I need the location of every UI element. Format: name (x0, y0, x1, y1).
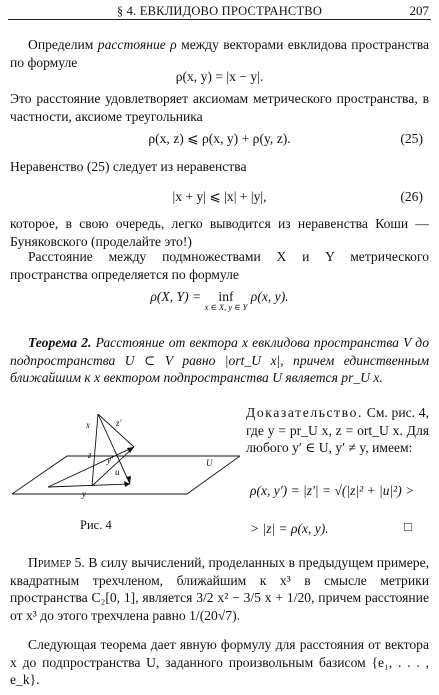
running-header (8, 3, 431, 20)
proof-text: См. рис. 4, где y = pr_U x, z = ort_U x. Для любого y′ ∈ U, y′ ≠ y, имеем: (246, 405, 429, 456)
proof-formula-line2: > |z| = ρ(x, y). (250, 521, 329, 536)
formula-lhs: ρ(X, Y) = (150, 289, 205, 304)
page-number: 207 (409, 3, 429, 18)
text: Определим (28, 37, 98, 52)
example-label: Пример 5. (28, 555, 85, 570)
label-x: x (86, 420, 90, 430)
inf-text: inf (218, 289, 234, 304)
label-z: z (88, 450, 92, 460)
label-z-prime: z′ (116, 418, 122, 428)
formula-distance: ρ(x, y) = |x − y|. (175, 69, 264, 84)
figure-4-diagram (12, 414, 240, 534)
equation-number-26: (26) (400, 189, 423, 204)
qed-symbol: □ (404, 519, 413, 534)
paragraph-inequality-ref: Неравенство (25) следует из неравенства (10, 159, 247, 174)
example-5 (10, 554, 429, 625)
closing-paragraph: Следующая теорема дает явную формулу для расстояния от вектора x до подпространства U, заданного произвольным базисом {e₁, . . . , e_k}. (10, 637, 429, 688)
label-y: y (82, 489, 86, 499)
paragraph-subset-distance: Расстояние между подмножествами X и Y метрического пространства определяется по формуле (10, 249, 429, 282)
inf-operator (205, 288, 248, 313)
paragraph-axioms: Это расстояние удовлетворяет аксиомам метрического пространства, в частности, аксиоме треугольника (10, 91, 429, 124)
formula-norm-inequality: |x + y| ⩽ |x| + |y|, (172, 189, 267, 204)
label-U: U (206, 458, 213, 468)
formula-rhs: ρ(x, y). (247, 289, 289, 304)
label-y-prime: y′ (107, 455, 113, 465)
vector-u-line (92, 447, 134, 486)
theorem-label: Теорема 2. (28, 335, 92, 350)
figure-caption: Рис. 4 (80, 518, 112, 532)
term-distance: расстояние ρ (97, 37, 177, 52)
formula-subset-distance (10, 288, 429, 313)
example-text: В силу вычислений, проделанных в предыдущем примере, квадратным трехчленом, ближайшим к x³ в смысле метрики пространства C₂[0, 1], является 3/2 x² − 3/5 x + 1/20, причем расстояние от x³ до этого трехчлена равно 1/(20√7). (10, 555, 430, 624)
proof-formula-line1: ρ(x, y′) = |z′| = √(|z|² + |u|²) > (250, 483, 415, 498)
vector-x-line (98, 414, 130, 484)
paragraph-distance-definition (10, 36, 429, 71)
formula-triangle-inequality: ρ(x, z) ⩽ ρ(x, y) + ρ(y, z). (148, 131, 291, 146)
paragraph-cauchy: которое, в свою очередь, легко выводится из неравенства Коши — Буняковского (проделайте это!) (10, 216, 429, 249)
vector-z-line (92, 414, 98, 486)
text: между векторами евклидова пространства по формуле (10, 37, 429, 70)
proof-paragraph (246, 404, 429, 457)
inf-subscript: x ∈ X, y ∈ Y (204, 301, 248, 312)
theorem-2 (10, 334, 429, 387)
vector-y-line (48, 484, 130, 487)
proof-label: Доказательство. (246, 405, 364, 420)
theorem-text: Расстояние от вектора x евклидова пространства V до подпространства U ⊂ V равно |ort_U x|, причем единственным ближайшим к x вектором подпространства U является pr_U x. (10, 335, 429, 386)
section-title: § 4. ЕВКЛИДОВО ПРОСТРАНСТВО (116, 4, 323, 18)
equation-number-25: (25) (400, 131, 423, 146)
label-u: u (115, 467, 120, 477)
